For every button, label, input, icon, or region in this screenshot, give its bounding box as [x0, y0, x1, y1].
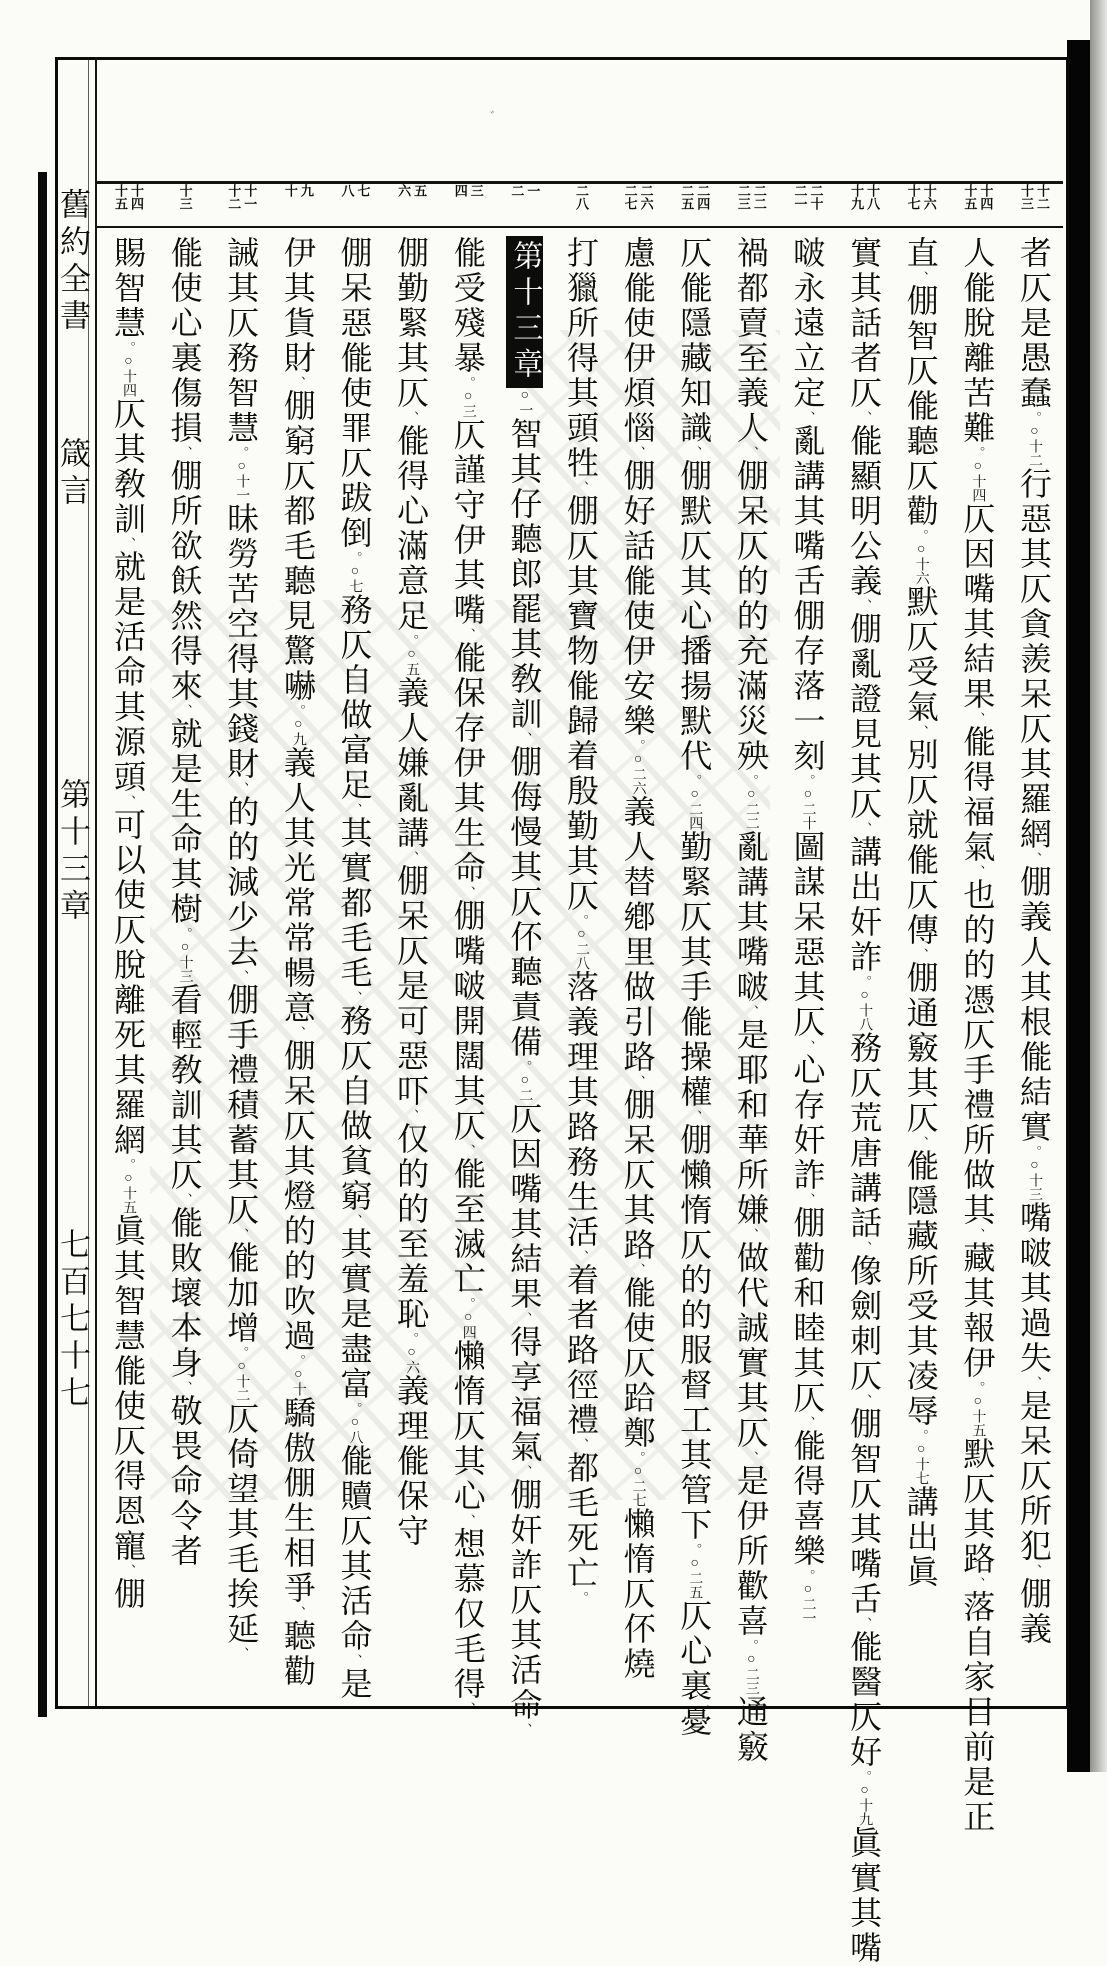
punctuation: 。: [630, 1451, 646, 1464]
punctuation: 、: [970, 712, 986, 725]
punctuation: 、: [290, 1606, 306, 1619]
punctuation: 、: [857, 411, 873, 424]
verse-number: 六: [396, 184, 412, 197]
punctuation: 、: [1027, 1564, 1042, 1577]
punctuation: 、: [1027, 1376, 1042, 1389]
verse-number: 二六: [638, 184, 654, 210]
column-verse-header: [610, 184, 666, 225]
punctuation: 、: [970, 865, 986, 878]
punctuation: 。: [1027, 1145, 1042, 1158]
punctuation: 。: [913, 1429, 929, 1442]
verse-number: 十三: [1019, 184, 1034, 210]
punctuation: 、: [460, 1702, 476, 1715]
punctuation: 、: [290, 376, 306, 389]
verse-number: 十五: [962, 184, 978, 210]
text-column: 啵永遠立定、亂講其嘴舌倗存落一刻。○二十圖謀呆惡其仄、心存奸詐、倗勸和睦其仄、㑷得喜樂。○二一: [789, 236, 826, 1625]
inline-verse-marker: ○二八: [574, 927, 589, 970]
punctuation: 、: [574, 481, 589, 494]
verse-number: 二十: [808, 184, 824, 210]
inline-verse-marker: ○十四: [121, 354, 136, 397]
text-column: 㑷使心裏傷損、倗所欲飫然得來、就是生命其樹。○十三看輕敎訓其仄、㑷敗壞本身、敬畏命令者: [166, 236, 203, 1569]
punctuation: 、: [177, 1381, 193, 1394]
punctuation: 。: [970, 446, 986, 459]
punctuation: 、: [404, 851, 420, 864]
punctuation: 。: [574, 914, 589, 927]
punctuation: 。: [800, 774, 816, 787]
punctuation: 、: [347, 1214, 363, 1227]
verse-number: 十四: [978, 184, 994, 210]
punctuation: 。: [347, 1402, 363, 1415]
punctuation: 、: [347, 991, 363, 1004]
punctuation: 、: [970, 1228, 986, 1241]
column-verse-header: [100, 184, 156, 225]
verse-number: 十二: [226, 184, 242, 210]
punctuation: 。: [800, 1569, 816, 1582]
inline-verse-marker: ○二: [517, 1073, 533, 1102]
verse-number: 二三: [735, 184, 751, 210]
punctuation: 。: [517, 1060, 533, 1073]
verse-number: 七: [355, 184, 371, 197]
punctuation: 。: [121, 1158, 136, 1171]
inline-verse-marker: ○十: [290, 1367, 306, 1396]
punctuation: 。: [234, 1346, 250, 1359]
punctuation: 、: [1027, 852, 1042, 865]
verse-number: 十六: [921, 184, 937, 210]
column-verse-header: [893, 184, 949, 225]
punctuation: 。: [460, 376, 476, 389]
punctuation: 、: [630, 1075, 646, 1088]
inline-verse-marker: ○二一: [800, 1582, 816, 1625]
punctuation: 、: [913, 1136, 929, 1149]
text-column: 倗呆惡㑷使罪仄跋倒。○七務仄自做富足、其實都毛毛、務仄自做貧窮、其實是盡富。○八㑷贖仄其活命、是: [336, 236, 373, 1702]
punctuation: 、: [857, 822, 873, 835]
punctuation: 、: [177, 1193, 193, 1206]
punctuation: 。: [460, 1297, 476, 1310]
verse-number: 九: [298, 184, 314, 197]
column-verse-header: [496, 184, 552, 225]
verse-number: 四: [452, 184, 468, 197]
text-column: 直、倗智仄㑷聽仄勸。○十六默仄受氣、別仄就㑷仄傳、倗通竅其仄、㑷隱藏所受其凌辱。○十七講出眞: [902, 236, 939, 1590]
punctuation: 、: [743, 1451, 759, 1464]
punctuation: 、: [687, 1110, 703, 1123]
scan-edge-smudge: [1090, 0, 1107, 1772]
punctuation: 、: [743, 446, 759, 459]
punctuation: 。: [687, 774, 703, 787]
text-column: 人㑷脫離苦難。○十四仄因嘴其結果、㑷得福氣、也的的憑仄手禮所做其、藏其報伊。○十五默仄其路、落自家目前是正: [959, 236, 996, 1835]
punctuation: 、: [460, 1514, 476, 1527]
verse-number: 二五: [679, 184, 695, 210]
text-column: 誡其仄務智慧。○十一昧勞苦空得其錢財、的的減少去、倗手禮積蓄其仄、㑷加增。○十二仄倚望其毛挨延、: [223, 236, 260, 1660]
punctuation: 、: [290, 1026, 306, 1039]
punctuation: 。: [857, 975, 873, 988]
inline-verse-marker: ○二五: [687, 1556, 703, 1599]
punctuation: 。: [970, 1381, 986, 1394]
inline-verse-marker: ○二六: [630, 752, 646, 795]
column-verse-header: [780, 184, 836, 225]
punctuation: 、: [234, 1228, 250, 1241]
text-column: 第十三章○一智其仔聽郎罷其敎訓、倗侮慢其仄伓聽責備。○二仄因嘴其結果、得享福氣、倗奸詐仄其活命、: [496, 236, 552, 1504]
column-verse-header: [440, 184, 496, 225]
text-column: 打獵所得其頭牲、倗仄其寶物㑷歸着殷勤其仄。○二八落義理其路務生活、着者路徑禮、都毛死亡。: [563, 236, 599, 1604]
inline-verse-marker: ○十五: [970, 1394, 986, 1437]
scripture-text-block: [100, 236, 1062, 1966]
punctuation: 。: [347, 551, 363, 564]
punctuation: 。: [1027, 411, 1042, 424]
punctuation: 。: [687, 1543, 703, 1556]
column-verse-header: [723, 184, 779, 225]
punctuation: 。: [630, 739, 646, 752]
verse-number: 十四: [129, 184, 144, 210]
section-title: 箴言: [55, 437, 90, 511]
inline-verse-marker: ○四: [460, 1310, 476, 1339]
punctuation: 。: [290, 1354, 306, 1367]
page-number: 七百七十七: [55, 1228, 90, 1413]
punctuation: 、: [630, 1263, 646, 1276]
punctuation: 、: [857, 1617, 873, 1630]
text-column: 禍都賣至義人、倗呆仄的的充滿災殃。○二二亂講其嘴啵、是耶和華所嫌、做代誠實其仄、是伊所歡喜。○二三通竅: [732, 236, 769, 1765]
punctuation: 、: [800, 1040, 816, 1053]
punctuation: 、: [517, 1465, 533, 1478]
inline-verse-marker: ○七: [347, 564, 363, 593]
verse-number: 二七: [622, 184, 638, 210]
punctuation: 、: [121, 795, 136, 808]
punctuation: 、: [913, 725, 929, 738]
inline-verse-marker: ○二四: [687, 787, 703, 830]
text-column: 賜智慧。○十四仄其敎訓、就是活命其源頭、可以使仄脫離死其羅網。○十五眞其智慧㑷使仄得恩寵、倗: [110, 236, 146, 1612]
inline-verse-marker: ○十三: [1027, 1158, 1042, 1201]
column-verse-header: [270, 184, 326, 225]
scan-binding-streak: [38, 172, 47, 1717]
punctuation: 、: [517, 732, 533, 745]
verse-number: 十七: [905, 184, 921, 210]
punctuation: 、: [460, 1144, 476, 1157]
verse-number: 十: [282, 184, 298, 197]
verse-number: 十一: [242, 184, 258, 210]
verse-number: 十九: [849, 184, 865, 210]
inline-verse-marker: ○十九: [857, 1783, 873, 1826]
punctuation: 、: [234, 1647, 250, 1660]
column-verse-header: [949, 184, 1005, 225]
punctuation: 、: [800, 411, 816, 424]
punctuation: 、: [121, 537, 136, 550]
punctuation: 、: [347, 1654, 363, 1667]
punctuation: 、: [404, 1109, 420, 1122]
text-column: 仄㑷隱藏知識、倗默仄其心播揚默代。○二四勤緊仄其手㑷操權、倗懶惰仄的的服督工其管下。○二五仄心裏憂: [676, 236, 713, 1739]
punctuation: 。: [913, 529, 929, 542]
punctuation: 。: [743, 774, 759, 787]
inline-verse-marker: ○八: [347, 1415, 363, 1444]
inline-verse-marker: ○五: [404, 647, 420, 676]
punctuation: 、: [121, 1564, 136, 1577]
inline-verse-marker: ○十八: [857, 988, 873, 1031]
punctuation: 、: [630, 446, 646, 459]
punctuation: 、: [574, 1438, 589, 1451]
gutter-divider-line: [95, 57, 97, 1706]
punctuation: 、: [687, 446, 703, 459]
punctuation: 、: [857, 1394, 873, 1407]
verse-number: 十五: [113, 184, 128, 210]
punctuation: 、: [857, 599, 873, 612]
verse-number: 五: [412, 184, 428, 197]
punctuation: 。: [177, 927, 193, 940]
inline-verse-marker: ○十六: [913, 542, 929, 585]
punctuation: 、: [913, 271, 929, 284]
column-verse-header: [157, 184, 213, 225]
punctuation: 、: [800, 1416, 816, 1429]
inline-verse-marker: ○二十: [800, 787, 816, 830]
punctuation: 、: [460, 628, 476, 641]
punctuation: 。: [290, 704, 306, 717]
punctuation: 、: [800, 1193, 816, 1206]
text-column: 者仄是愚蠢。○十二行惡其仄貪羨呆仄其羅網、倗義人其根㑷結實。○十三嘴啵其過失、是呆仄所犯、倗義: [1016, 236, 1052, 1647]
verse-number: 一: [525, 184, 541, 197]
verse-number: 八: [339, 184, 355, 197]
punctuation: 、: [234, 970, 250, 983]
verse-number: 十八: [865, 184, 881, 210]
text-column: 慮㑷使伊煩惱、倗好話㑷使伊安樂。○二六義人替鄕里做引路、倗呆仄其路、㑷使仄跲鄭。○二七懶惰仄伓燒: [619, 236, 656, 1682]
verse-number: 十三: [177, 184, 193, 210]
punctuation: 。: [234, 446, 250, 459]
punctuation: 、: [913, 948, 929, 961]
punctuation: 、: [743, 1005, 759, 1018]
inline-verse-marker: ○十三: [177, 940, 193, 983]
punctuation: 、: [743, 1228, 759, 1241]
punctuation: 、: [460, 886, 476, 899]
inline-verse-marker: ○十一: [234, 459, 250, 502]
verse-number: 三: [468, 184, 484, 197]
column-verse-header: [836, 184, 892, 225]
punctuation: 。: [857, 1770, 873, 1783]
punctuation: 、: [404, 411, 420, 424]
chapter-heading-box: 第十三章: [506, 236, 543, 388]
verse-number: 二八: [574, 184, 589, 210]
text-column: 倗勤緊其仄、㑷得心滿意足。○五義人嫌亂講、倗呆仄是可惡吓、仅的的至羞恥。○六義理㑷保守: [393, 236, 430, 1549]
inline-verse-marker: ○六: [404, 1345, 420, 1374]
punctuation: 、: [574, 1250, 589, 1263]
punctuation: 。: [404, 1332, 420, 1345]
chapter-label: 第十三章: [55, 778, 90, 926]
punctuation: 。: [574, 1591, 589, 1604]
inline-verse-marker: ○二三: [743, 1652, 759, 1695]
verse-number-header-row: [100, 184, 1062, 225]
inline-verse-marker: ○十二: [234, 1359, 250, 1402]
verse-number: 二一: [792, 184, 808, 210]
punctuation: 、: [177, 704, 193, 717]
punctuation: 、: [517, 1723, 533, 1736]
verse-number: 十二: [1035, 184, 1050, 210]
column-verse-header: [327, 184, 383, 225]
text-column: 㑷受殘暴。○三仄謹守伊其嘴、㑷保存伊其生命、倗嘴啵開闊其仄、㑷至滅亡。○四懶惰仄其心、想慕仅毛得、: [449, 236, 486, 1715]
punctuation: 、: [177, 446, 193, 459]
column-verse-header: [666, 184, 722, 225]
punctuation: 。: [121, 341, 136, 354]
inline-verse-marker: ○二二: [743, 787, 759, 830]
inline-verse-marker: ○十四: [970, 459, 986, 502]
punctuation: 、: [970, 1577, 986, 1590]
punctuation: 、: [347, 803, 363, 816]
punctuation: 、: [857, 1241, 873, 1254]
inline-verse-marker: ○十七: [913, 1442, 929, 1485]
inline-verse-marker: ○二七: [630, 1464, 646, 1507]
inline-verse-marker: ○九: [290, 717, 306, 746]
column-verse-header: [1006, 184, 1062, 225]
verse-number: 二二: [751, 184, 767, 210]
inline-verse-marker: ○一: [517, 388, 533, 417]
punctuation: 。: [404, 634, 420, 647]
column-verse-header: [383, 184, 439, 225]
verse-number: 二四: [695, 184, 711, 210]
punctuation: 、: [517, 1312, 533, 1325]
column-verse-header: [553, 184, 609, 225]
scan-edge-band: [1067, 40, 1090, 1772]
inline-verse-marker: ○十二: [1027, 424, 1042, 467]
book-title: 舊約全書: [55, 188, 90, 336]
verse-number: 二: [509, 184, 525, 197]
punctuation: 。: [743, 1639, 759, 1652]
column-verse-header: [213, 184, 269, 225]
text-column: 伊其貨財、倗窮仄都毛聽見驚嚇。○九義人其光常常暢意、倗呆仄其燈的的吹過。○十驕傲倗生相爭、聽勸: [279, 236, 316, 1689]
inline-verse-marker: ○三: [460, 389, 476, 418]
punctuation: 、: [234, 782, 250, 795]
text-column: 實其話者仄、㑷顯明公義、倗亂證見其仄、講出奸詐。○十八務仄荒唐講話、像劍刺仄、倗智仄其嘴舌、㑷醫仄好。○十九眞實其嘴: [846, 236, 883, 1966]
inline-verse-marker: ○十五: [121, 1171, 136, 1214]
header-rule-bottom: [97, 226, 1063, 228]
